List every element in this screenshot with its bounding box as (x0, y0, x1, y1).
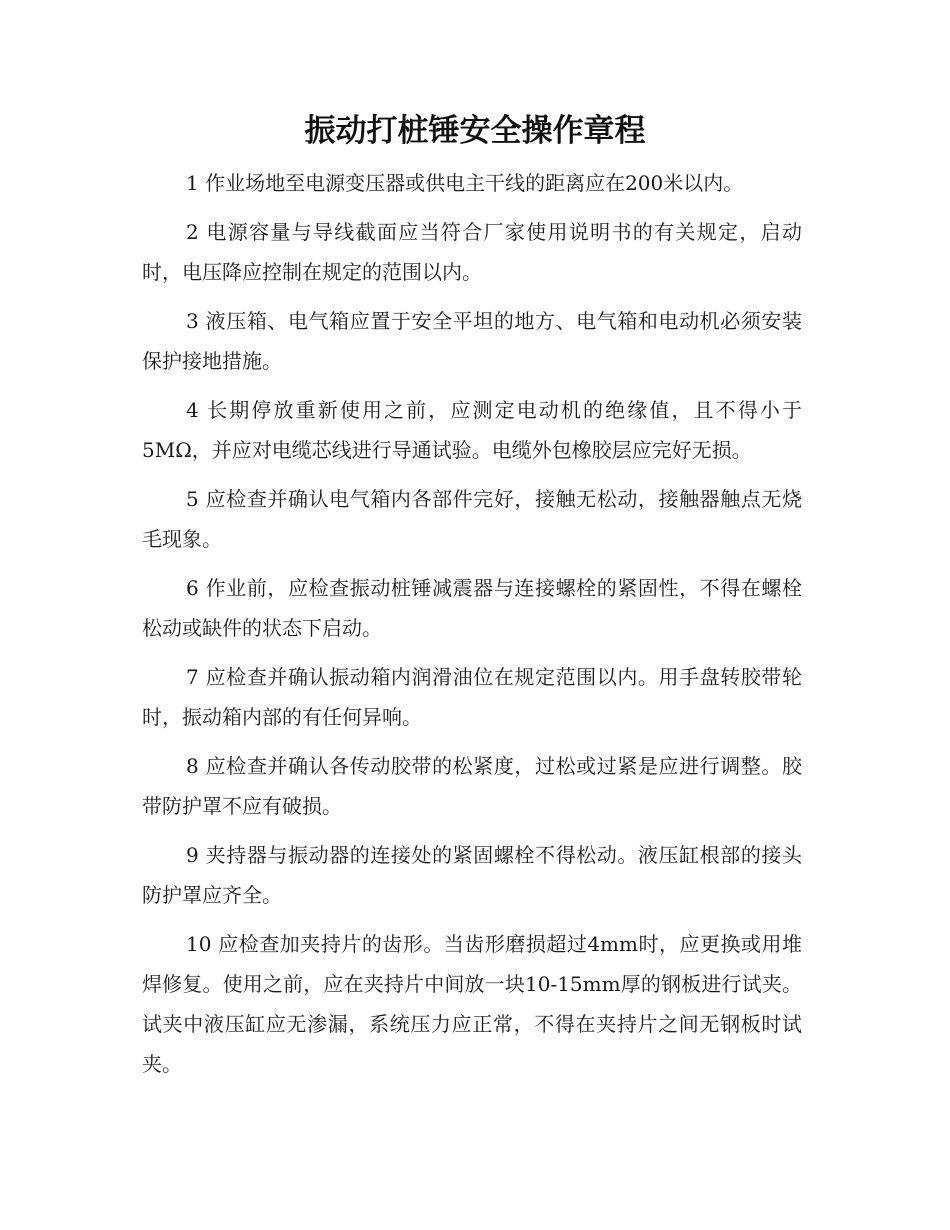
paragraph-10: 10 应检查加夹持片的齿形。当齿形磨损超过4mm时，应更换或用堆焊修复。使用之前，应在夹持片中间放一块10-15mm厚的钢板进行试夹。试夹中液压缸应无渗漏，系统压力应正常，不得在夹持片之间无钢板时试夹。 (142, 932, 802, 1076)
paragraph-3: 3 液压箱、电气箱应置于安全平坦的地方、电气箱和电动机必须安装保护接地措施。 (142, 309, 802, 373)
paragraph-2: 2 电源容量与导线截面应当符合厂家使用说明书的有关规定，启动时，电压降应控制在规定的范围以内。 (142, 220, 802, 284)
paragraph-8: 8 应检查并确认各传动胶带的松紧度，过松或过紧是应进行调整。胶带防护罩不应有破损。 (142, 754, 802, 818)
document-title: 振动打桩锤安全操作章程 (304, 113, 646, 149)
paragraph-5: 5 应检查并确认电气箱内各部件完好，接触无松动，接触器触点无烧毛现象。 (142, 487, 802, 551)
paragraph-1: 1 作业场地至电源变压器或供电主干线的距离应在200米以内。 (186, 171, 744, 195)
paragraph-4: 4 长期停放重新使用之前，应测定电动机的绝缘值，且不得小于5MΩ，并应对电缆芯线进行导通试验。电缆外包橡胶层应完好无损。 (142, 398, 802, 462)
paragraph-9: 9 夹持器与振动器的连接处的紧固螺栓不得松动。液压缸根部的接头防护罩应齐全。 (142, 843, 802, 907)
document-body (142, 163, 802, 1093)
paragraph-7: 7 应检查并确认振动箱内润滑油位在规定范围以内。用手盘转胶带轮时，振动箱内部的有任何异响。 (142, 665, 802, 729)
paragraph-6: 6 作业前，应检查振动桩锤减震器与连接螺栓的紧固性，不得在螺栓松动或缺件的状态下启动。 (142, 576, 802, 640)
